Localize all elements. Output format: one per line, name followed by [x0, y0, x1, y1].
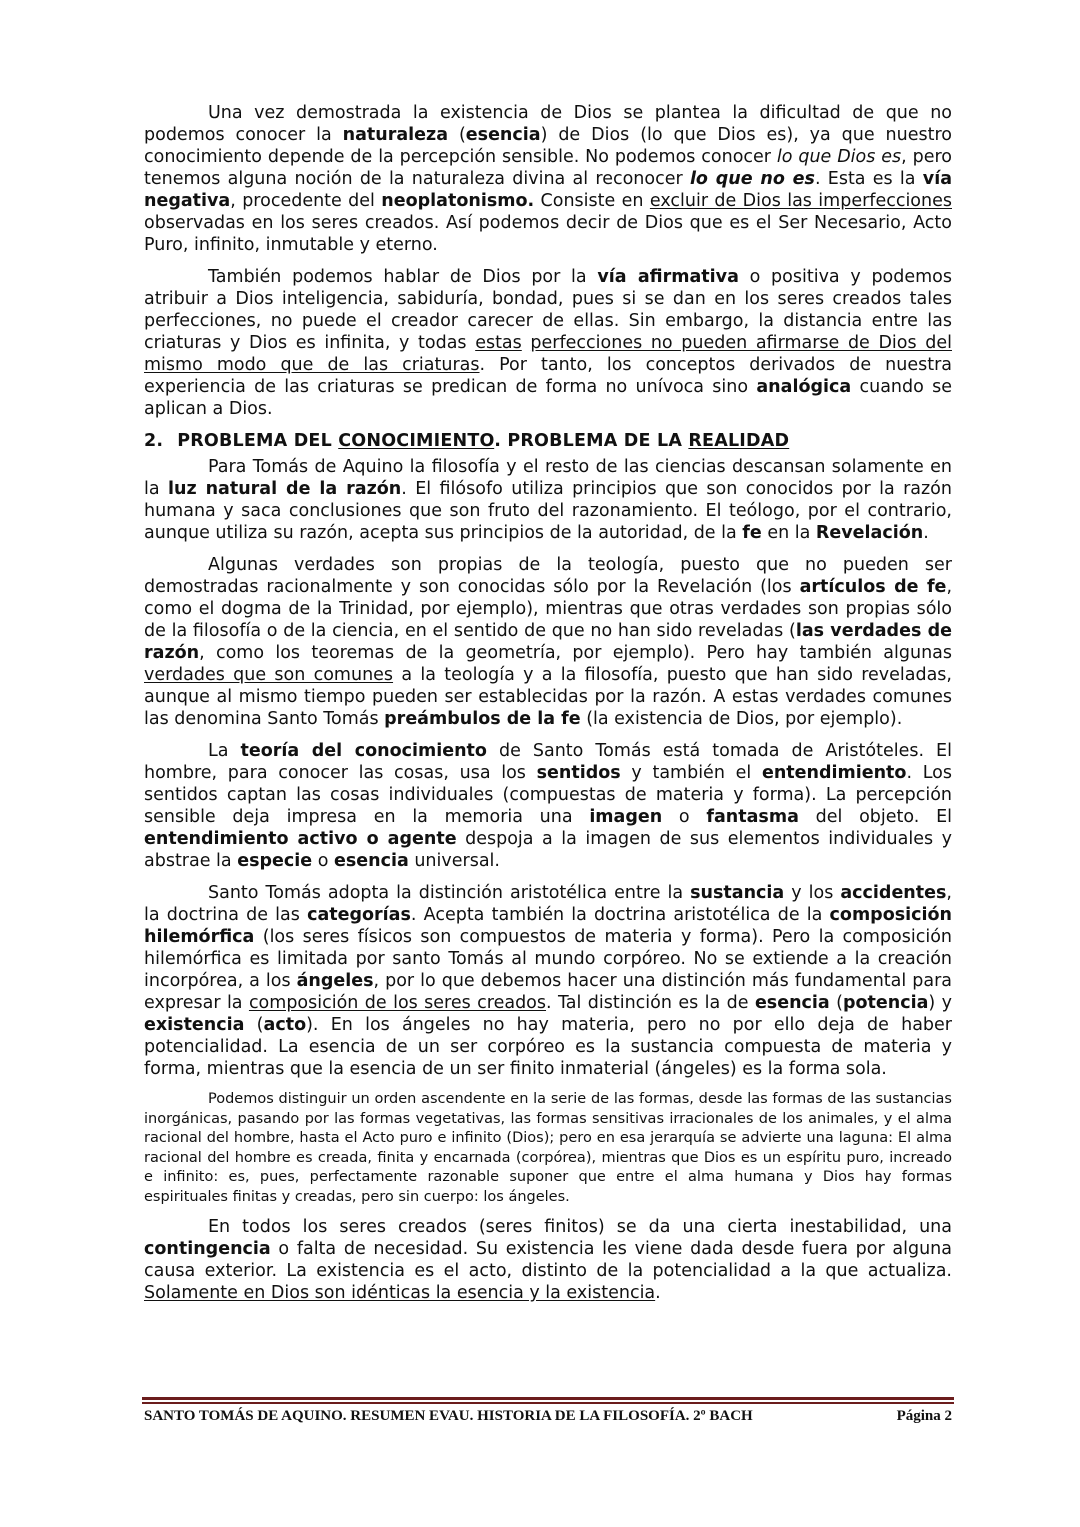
footer-rule-thick: [142, 1397, 954, 1400]
paragraph-orden-formas: [144, 1090, 952, 1208]
text: , procedente del: [230, 191, 382, 211]
bold-term: fantasma: [706, 807, 799, 827]
paragraph-verdades: [144, 554, 952, 730]
bold-term: esencia: [333, 851, 409, 871]
text: PROBLEMA DEL: [177, 431, 339, 451]
text: (: [244, 1015, 264, 1035]
text: . Acepta también la doctrina aristotélica de la: [410, 905, 830, 925]
text: .: [923, 523, 929, 543]
underlined-phrase: verdades que son comunes: [144, 665, 394, 685]
text: ) y: [928, 993, 952, 1013]
bold-term: analógica: [756, 377, 852, 397]
text: Para Tomás de Aquino la filosofía y el resto de las ciencias descansan solamente en la: [144, 457, 952, 499]
underlined-phrase: Solamente en Dios son idénticas la esencia y la existencia: [144, 1282, 656, 1303]
bold-term: vía negativa: [144, 169, 953, 211]
text: . El filósofo utiliza principios que son conocidos por la razón humana y saca conclusiones que son fruto del razonamiento. El teólogo, por el contrario, aunque utiliza su razón, acepta sus principios de la autoridad, de la: [144, 479, 952, 543]
text: (los seres físicos son compuestos de materia y forma). Pero la composición hilemórfica es limitada por santo Tomás al mundo corpóreo. No se extiende a la creación incorpórea, a los: [144, 927, 952, 991]
text: del objeto. El: [798, 807, 952, 827]
text: de Santo Tomás está tomada de Aristóteles. El hombre, para conocer las cosas, usa los: [144, 741, 952, 783]
underlined-phrase: REALIDAD: [688, 431, 790, 451]
bold-term: accidentes: [840, 883, 947, 903]
footer-rule-thin: [142, 1402, 954, 1404]
text: en la: [761, 523, 816, 543]
text: y también el: [620, 763, 762, 783]
text: La: [208, 741, 241, 761]
italic-term: lo que Dios es: [776, 147, 902, 167]
text: o: [312, 851, 334, 871]
bold-term: ángeles: [296, 971, 374, 991]
paragraph-via-afirmativa: [144, 266, 952, 420]
bold-term: naturaleza: [342, 125, 449, 145]
text: En todos los seres creados (seres finitos) se da una cierta inestabilidad, una: [208, 1216, 952, 1237]
bold-term: esencia: [465, 125, 541, 145]
text: .: [655, 1282, 661, 1303]
text: observadas en los seres creados. Así podemos decir de Dios que es el Ser Necesario, Acto Puro, infinito, inmutable y eterno.: [144, 213, 952, 255]
text: ) de Dios (lo que Dios es), ya que nuestro conocimiento depende de la percepción sensible. No podemos conocer: [144, 125, 952, 167]
bold-term: sustancia: [690, 883, 785, 903]
text: . PROBLEMA DE LA: [494, 431, 689, 451]
paragraph-luz-natural: [144, 456, 952, 544]
text: universal.: [408, 851, 500, 871]
text: o falta de necesidad. Su existencia les viene dada desde fuera por alguna causa exterior. La existencia es el acto, distinto de la potencialidad a la que actualiza.: [144, 1238, 952, 1281]
bold-term: las verdades de razón: [144, 621, 953, 663]
bold-term: entendimiento activo o agente: [144, 829, 457, 849]
text: . Tal distinción es la de: [546, 993, 755, 1013]
bold-term: fe: [742, 523, 762, 543]
text: (: [448, 125, 466, 145]
bold-term: imagen: [589, 807, 663, 827]
paragraph-contingencia: [144, 1216, 952, 1304]
text: (la existencia de Dios, por ejemplo).: [580, 709, 903, 729]
footer-title: SANTO TOMÁS DE AQUINO. RESUMEN EVAU. HISTORIA DE LA FILOSOFÍA. 2º BACH: [144, 1408, 753, 1424]
text: o: [662, 807, 707, 827]
underlined-phrase: perfecciones no pueden afirmarse de Dios del mismo modo que de las criaturas: [144, 333, 952, 375]
paragraph-teoria-conocimiento: [144, 740, 952, 872]
section-heading: [144, 430, 952, 452]
text: o positiva y podemos atribuir a Dios inteligencia, sabiduría, bondad, pues si se dan en los seres creados tales perfecciones, no puede el creador carecer de ellas. Sin embargo, la distancia entre las criaturas y Dios es infinita, y todas: [144, 267, 953, 353]
text: . Esta es la: [814, 169, 923, 189]
bold-term: especie: [237, 851, 313, 871]
underlined-phrase: estas: [475, 333, 522, 353]
text: Podemos distinguir un orden ascendente en la serie de las formas, desde las formas de las sustancias inorgánicas, pasando por las formas vegetativas, las formas sensitivas irracionales de los animales, y el alma racional del hombre, hasta el Acto puro e infinito (Dios); pero en esa jerarquía se advierte una laguna: El alma racional del hombre es creada, finita y encarnada (corpórea), mientras que Dios es un espíritu puro, increado e infinito: es, pues, perfectamente razonable suponer que entre el alma humana y Dios hay formas espirituales finitas y creadas, pero sin cuerpo: los ángeles.: [144, 1091, 952, 1205]
bold-term: artículos de fe: [799, 577, 947, 597]
text: . Por tanto, los conceptos derivados de nuestra experiencia de las criaturas se predican de forma no unívoca sino: [144, 355, 952, 397]
bold-term: vía afirmativa: [597, 267, 739, 287]
text: , pero tenemos alguna noción de la naturaleza divina al reconocer: [144, 147, 952, 189]
bold-term: contingencia: [144, 1238, 271, 1259]
bold-term: composición hilemórfica: [144, 905, 952, 947]
text: (: [829, 993, 843, 1013]
section-number: 2.: [144, 431, 164, 451]
text: Una vez demostrada la existencia de Dios se plantea la dificultad de que no podemos conocer la: [144, 103, 952, 145]
bold-term: potencia: [842, 993, 929, 1013]
text: , por lo que debemos hacer una distinción más fundamental para expresar la: [144, 971, 952, 1013]
text: , la doctrina de las: [144, 883, 952, 925]
paragraph-via-negativa: [144, 102, 952, 256]
underlined-phrase: composición de los seres creados: [248, 993, 547, 1013]
bold-term: sentidos: [536, 763, 621, 783]
bold-term: acto: [263, 1015, 307, 1035]
underlined-phrase: excluir de Dios las imperfecciones: [649, 191, 952, 211]
page-footer: [144, 1408, 952, 1425]
bold-italic-term: lo que no es: [689, 169, 815, 189]
bold-term: esencia: [754, 993, 830, 1013]
footer-rule: [142, 1397, 954, 1404]
text: cuando se aplican a Dios.: [144, 377, 952, 419]
text: Santo Tomás adopta la distinción aristotélica entre la: [208, 883, 691, 903]
text: ). En los ángeles no hay materia, pero no por ello deja de haber potencialidad. La esencia de un ser corpóreo es la sustancia compuesta de materia y forma, mientras que la esencia de un ser finito inmaterial (ángeles) es la forma sola.: [144, 1015, 953, 1079]
bold-term: existencia: [144, 1015, 245, 1035]
text: y los: [784, 883, 841, 903]
text: Algunas verdades son propias de la teología, puesto que no pueden ser demostradas racionalmente y son conocidas sólo por la Revelación (los: [144, 555, 952, 597]
bold-term: Revelación: [815, 523, 924, 543]
text: a la teología y a la filosofía, puesto que han sido reveladas, aunque al mismo tiempo pueden ser establecidas por la razón. A estas verdades comunes las denomina Santo Tomás: [144, 665, 952, 729]
page-number: Página 2: [896, 1408, 952, 1424]
bold-term: preámbulos de la fe: [384, 709, 581, 729]
page-body: [144, 102, 952, 1314]
bold-term: entendimiento: [761, 763, 907, 783]
bold-term: neoplatonismo.: [381, 191, 535, 211]
bold-term: categorías: [307, 905, 411, 925]
text: . Los sentidos captan las cosas individuales (compuestas de materia y forma). La percepción sensible deja impresa en la memoria una: [144, 763, 952, 827]
bold-term: teoría del conocimiento: [240, 741, 487, 761]
text: También podemos hablar de Dios por la: [208, 267, 598, 287]
underlined-phrase: CONOCIMIENTO: [338, 431, 495, 451]
text: Consiste en: [534, 191, 650, 211]
text: , como el dogma de la Trinidad, por ejemplo), mientras que otras verdades son propias sólo de la filosofía o de la ciencia, en el sentido de que no han sido reveladas (: [144, 577, 953, 641]
paragraph-sustancia-accidentes: [144, 882, 952, 1080]
text: , como los teoremas de la geometría, por ejemplo). Pero hay también algunas: [199, 643, 952, 663]
bold-term: luz natural de la razón: [168, 479, 402, 499]
text: despoja a la imagen de sus elementos individuales y abstrae la: [144, 829, 952, 871]
